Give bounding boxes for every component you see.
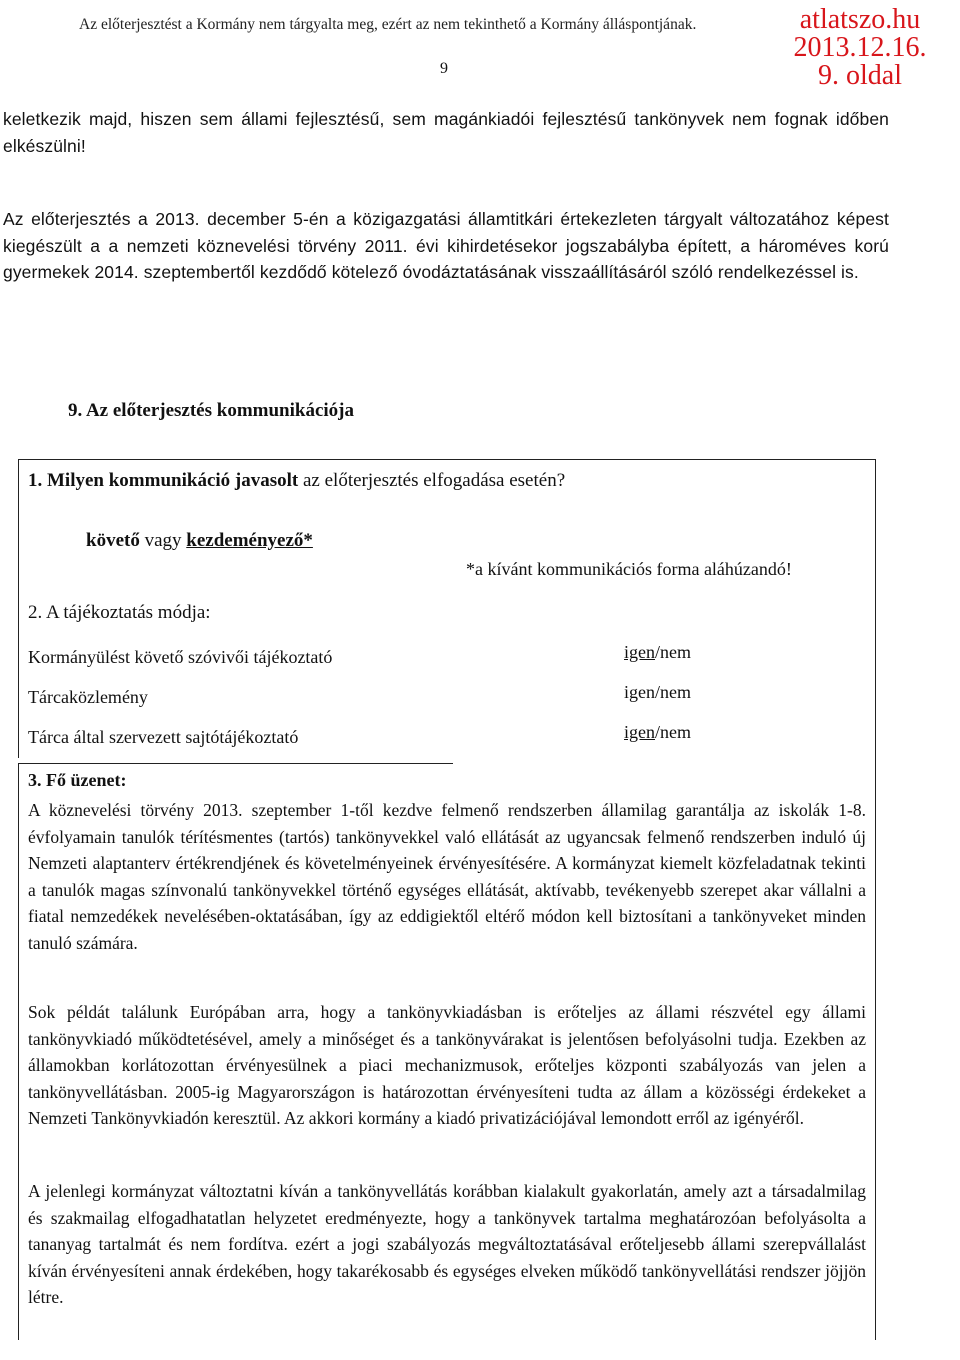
question-1 <box>28 470 565 492</box>
main-message-paragraph-3: A jelenlegi kormányzat változtatni kíván a tankönyvellátás korábban kialakult gyakorlatán, amely azt a társadalmilag és szakmailag elfogadhatatlan helyzetet eredményezte, hogy a tankönyvek tartalma meghatározóan befolyásolta a tananyag tartalmát és nem fordítva. ezért a jogi szabályozás megváltoztatásával erőteljesebb állami szerepvállalást kíván érvényesíteni annak érdekében, hogy takarékosabb és egységes elveken működő tankönyvellátási rendszer jöjjön létre. <box>28 1181 866 1307</box>
question-2-title: 2. A tájékoztatás módja: <box>28 602 211 623</box>
choice-no[interactable]: nem <box>660 642 692 662</box>
intro-paragraph-1: keletkezik majd, hiszen sem állami fejlesztésű, sem magánkiadói fejlesztésű tankönyvek nem fognak időben elkészülni! <box>3 109 889 156</box>
info-row-choice <box>624 722 691 743</box>
page-number: 9 <box>440 60 448 77</box>
info-row-choice <box>624 682 691 703</box>
section-title: 9. Az előterjesztés kommunikációja <box>68 400 354 421</box>
question-1-prefix: 1. Milyen kommunikáció javasolt <box>28 470 299 491</box>
question-3-title: 3. Fő üzenet: <box>28 770 127 790</box>
intro-paragraph-2: Az előterjesztés a 2013. december 5-én a közigazgatási államtitkári értekezleten tárgyalt változatához képest kiegészült a a nemzeti köznevelési törvény 2011. évi kihirdetésekor jogszabályba épített, a hároméves korú gyermekek 2014. szeptembertől kezdődő kötelező óvodáztatásának visszaállításáról szóló rendelkezéssel is. <box>3 209 889 282</box>
stamp-site: atlatszo.hu <box>799 4 921 35</box>
choice-no[interactable]: nem <box>660 682 692 702</box>
stamp-date: 2013.12.16. <box>793 32 927 63</box>
info-row-label: Tárcaközlemény <box>28 687 148 707</box>
choice-yes[interactable]: igen <box>624 722 655 742</box>
choice-sep: / <box>655 722 661 742</box>
option-initiate[interactable]: kezdeményező* <box>186 530 313 551</box>
info-row-choice <box>624 642 691 663</box>
choice-no[interactable]: nem <box>660 722 692 742</box>
option-follow[interactable]: követő <box>86 530 140 551</box>
choice-yes[interactable]: igen <box>624 642 655 662</box>
option-separator: vagy <box>139 530 187 551</box>
info-row-label: Tárca által szervezett sajtótájékoztató <box>28 727 299 747</box>
main-message-paragraph-2: Sok példát találunk Európában arra, hogy a tankönyvkiadásban is erőteljes az állami részvétel egy állami tankönyvkiadó működtetésével, amely a minőséget és a tankönyvárakat is jelentősen befolyásolni tudja. Ezekben az államokban korlátozottan érvényesülnek a piaci mechanizmusok, erőteljes központi szabályozás van jelen a tankönyvellátásban. 2005-ig Magyarországon is határozottan érvényesíteni tudta az állam a közösségi érdekeket a Nemzeti Tankönyvkiadón keresztül. Az akkori kormány a kiadó privatizációjával lemondott erről az igényéről. <box>28 1002 866 1128</box>
choice-yes[interactable]: igen <box>624 682 655 702</box>
main-message-paragraph-1: A köznevelési törvény 2013. szeptember 1-től kezdve felmenő rendszerben államilag garantálja az iskolák 1-8. évfolyamain tanulók térítésmentes (tartós) tankönyvekkel való ellátását az ugyancsak felmenő rendszerben induló új Nemzeti alaptanterv értékrendjének és követelményeinek érvényesítésére. A kormányzat kiemelt közfeladatnak tekinti a tanulók magas színvonalú tankönyvekkel történő egységes ellátását, aktívabb, tevékenyebb szerepet akar vállalni a fiatal nemzedékek nevelésében-oktatásában, így az eddigiektől eltérő módon kell biztosítani a tankönyveket minden tanuló számára. <box>28 800 866 953</box>
info-row-label: Kormányülést követő szóvivői tájékoztató <box>28 647 333 667</box>
choice-sep: / <box>655 642 661 662</box>
underline-note: *a kívánt kommunikációs forma aláhúzandó! <box>466 559 792 579</box>
question-1-rest: az előterjesztés elfogadása esetén? <box>298 470 566 491</box>
communication-form-options <box>86 530 313 552</box>
watermark-stamp <box>790 6 930 90</box>
box-divider <box>18 758 453 764</box>
choice-sep: / <box>655 682 661 702</box>
header-notice: Az előterjesztést a Kormány nem tárgyalta meg, ezért az nem tekinthető a Kormány álláspontjának. <box>79 16 697 33</box>
stamp-page: 9. oldal <box>818 60 902 91</box>
